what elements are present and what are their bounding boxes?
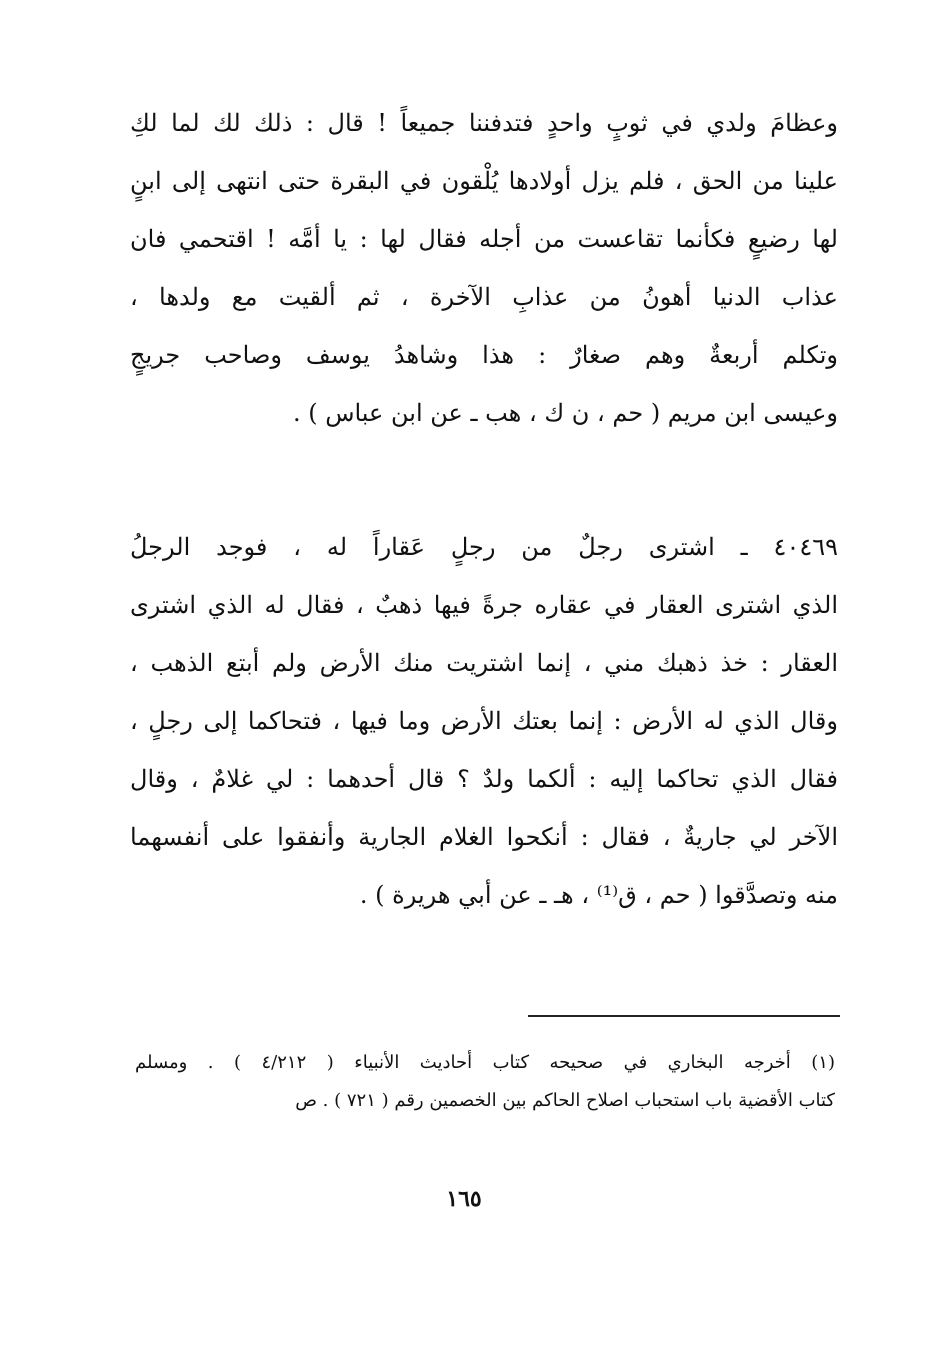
- text-line: عذاب الدنيا أهونُ من عذابِ الآخرة ، ثم ألقيت مع ولدها ،: [130, 283, 838, 311]
- footnote: [135, 1044, 835, 1120]
- text-line: وتكلم أربعةٌ وهم صغارٌ : هذا وشاهدُ يوسف وصاحب جريجٍ: [130, 341, 838, 369]
- text-line: وعظامَ ولدي في ثوبٍ واحدٍ فتدفننا جميعاً ! قال : ذلك لك لما لكِ: [130, 109, 838, 137]
- text-line: العقار : خذ ذهبك مني ، إنما اشتريت منك الأرض ولم أبتع الذهب ،: [130, 649, 838, 677]
- hadith-paragraph-40469: [130, 518, 838, 924]
- footnote-separator: [528, 1015, 840, 1017]
- text-line: وعيسى ابن مريم ( حم ، ن ك ، هب ـ عن ابن عباس ) .: [292, 399, 838, 427]
- text-line: علينا من الحق ، فلم يزل أولادها يُلْقون في البقرة حتى انتهى إلى ابنٍ: [130, 167, 838, 195]
- text-line: الذي اشترى العقار في عقاره جرةً فيها ذهبٌ ، فقال له الذي اشترى: [130, 591, 838, 619]
- footnote-line: (١) أخرجه البخاري في صحيحه كتاب أحاديث الأنبياء ( ٤/٢١٢ ) . ومسلم: [135, 1052, 835, 1073]
- text-line: وقال الذي له الأرض : إنما بعتك الأرض وما فيها ، فتحاكما إلى رجلٍ ،: [130, 707, 838, 735]
- text-line: الآخر لي جاريةٌ ، فقال : أنكحوا الغلام الجارية وأنفقوا على أنفسهما: [130, 823, 838, 851]
- page-number: ١٦٥: [446, 1186, 482, 1212]
- footnote-line: كتاب الأقضية باب استحباب اصلاح الحاكم بين الخصمين رقم ( ٧٢١ ) . ص: [295, 1090, 835, 1111]
- text-line: لها رضيعٍ فكأنما تقاعست من أجله فقال لها : يا أمَّه ! اقتحمي فان: [130, 225, 838, 253]
- text-line: منه وتصدَّقوا ( حم ، ق⁽¹⁾ ، هـ ـ عن أبي هريرة ) .: [359, 881, 838, 909]
- text-line: فقال الذي تحاكما إليه : ألكما ولدٌ ؟ قال أحدهما : لي غلامٌ ، وقال: [130, 765, 838, 793]
- text-line: ٤٠٤٦٩ ـ اشترى رجلٌ من رجلٍ عَقاراً له ، فوجد الرجلُ: [130, 533, 838, 561]
- hadith-paragraph-continued: [130, 94, 838, 442]
